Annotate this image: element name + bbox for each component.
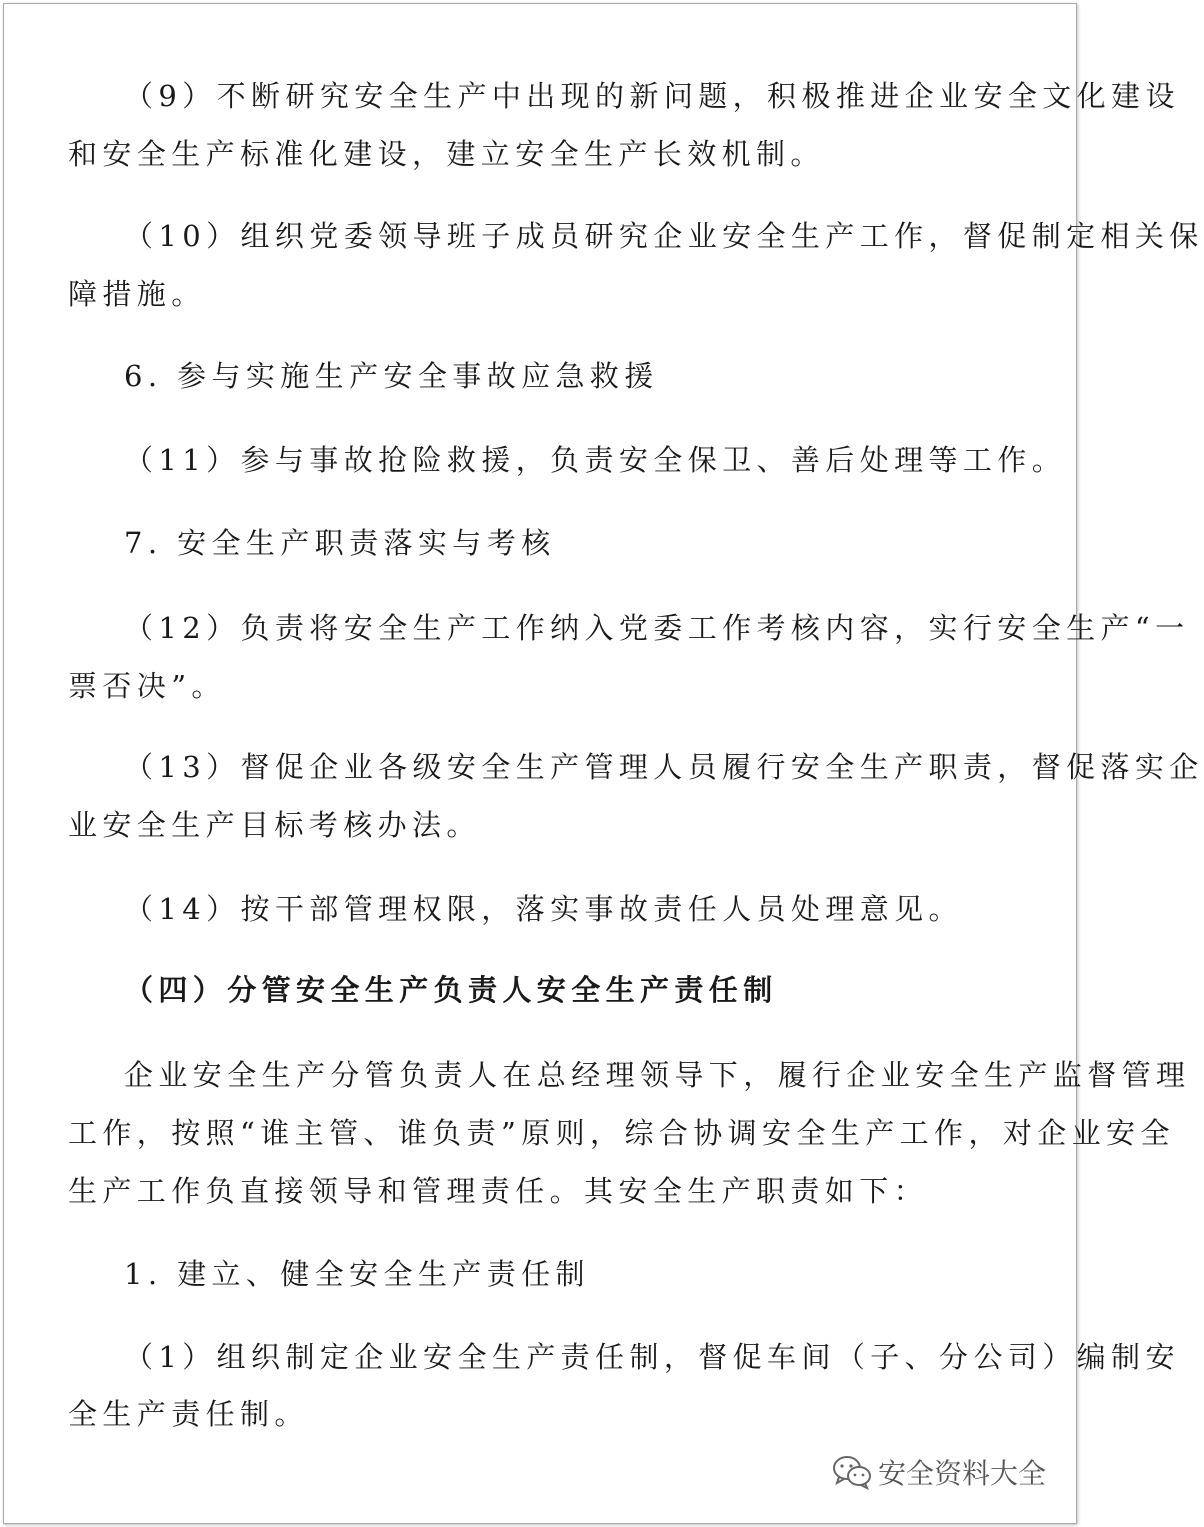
- paragraph-line: 工作，按照“谁主管、谁负责”原则，综合协调安全生产工作，对企业安全: [68, 1116, 1175, 1150]
- paragraph-line: 业安全生产目标考核办法。: [68, 808, 481, 842]
- section-heading: 1. 建立、健全安全生产责任制: [124, 1257, 590, 1291]
- watermark: [832, 1452, 1046, 1492]
- paragraph-line: 企业安全生产分管负责人在总经理领导下，履行企业安全生产监督管理: [124, 1058, 1191, 1092]
- section-heading-bold: （四）分管安全生产负责人安全生产责任制: [124, 973, 778, 1007]
- paragraph-line: 障措施。: [68, 277, 206, 311]
- paragraph-line: 和安全生产标准化建设，建立安全生产长效机制。: [68, 137, 825, 171]
- paragraph-line: （10）组织党委领导班子成员研究企业安全生产工作，督促制定相关保: [124, 219, 1204, 253]
- paragraph-line: 全生产责任制。: [68, 1397, 309, 1431]
- watermark-text: 安全资料大全: [877, 1457, 1046, 1490]
- wechat-icon: [832, 1455, 872, 1489]
- paragraph-line: （13）督促企业各级安全生产管理人员履行安全生产职责，督促落实企: [124, 750, 1204, 784]
- paragraph-line: 生产工作负直接领导和管理责任。其安全生产职责如下：: [68, 1174, 929, 1208]
- section-heading: 6. 参与实施生产安全事故应急救援: [124, 359, 659, 393]
- paragraph-line: 票否决”。: [68, 669, 226, 703]
- paragraph-line: （11）参与事故抢险救援，负责安全保卫、善后处理等工作。: [124, 443, 1067, 477]
- paragraph-line: （12）负责将安全生产工作纳入党委工作考核内容，实行安全生产“一: [124, 611, 1190, 645]
- paragraph-line: （9）不断研究安全生产中出现的新问题，积极推进企业安全文化建设: [124, 79, 1180, 113]
- section-heading: 7. 安全生产职责落实与考核: [124, 526, 556, 560]
- paragraph-line: （1）组织制定企业安全生产责任制，督促车间（子、分公司）编制安: [124, 1340, 1180, 1374]
- paragraph-line: （14）按干部管理权限，落实事故责任人员处理意见。: [124, 892, 963, 926]
